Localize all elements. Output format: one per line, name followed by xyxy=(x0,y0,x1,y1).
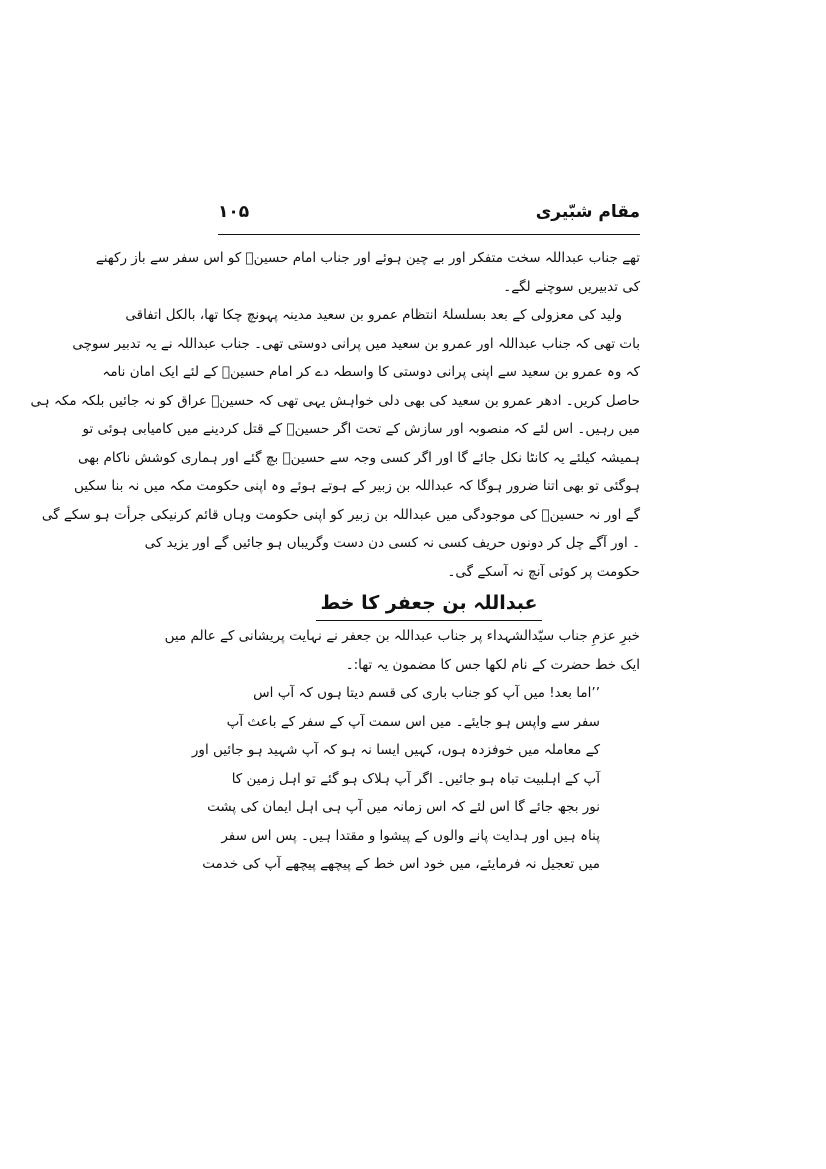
page-header xyxy=(218,200,640,230)
quote-line: پناہ ہیں اور ہدایت پانے والوں کے پیشوا و مقتدا ہیں۔ پس اس سفر xyxy=(221,827,600,844)
text-line: تھے جناب عبداللہ سخت متفکر اور بے چین ہوئے اور جناب امام حسینؑ کو اس سفر سے باز رکھنے xyxy=(95,250,640,266)
text-line: ۔ اور آگے چل کر دونوں حریف کسی نہ کسی دن دست وگریباں ہو جائیں گے اور یزید کی xyxy=(144,535,640,551)
quote-line: آپ کے اہلبیت تباہ ہو جائیں۔ اگر آپ ہلاک ہو گئے تو اہل زمین کا xyxy=(231,770,600,787)
text-line: ولید کی معزولی کے بعد بسلسلۂ انتظام عمرو بن سعید مدینہ پہونچ چکا تھا، بالکل اتفاقی xyxy=(125,307,622,323)
text-line: بات تھی کہ جناب عبداللہ اور عمرو بن سعید میں پرانی دوستی تھی۔ جناب عبداللہ نے یہ تدبیر سوچی xyxy=(72,335,640,352)
text-line: خبرِ عزمِ جناب سیّدالشہداء پر جناب عبداللہ بن جعفر نے نہایت پریشانی کے عالم میں xyxy=(164,628,640,644)
body-text xyxy=(30,244,640,879)
text-line: کہ وہ عمرو بن سعید سے اپنی پرانی دوستی کا واسطہ دے کر امام حسینؑ کے لئے ایک امان نامہ xyxy=(102,364,640,380)
text-line: ہمیشہ کیلئے یہ کانٹا نکل جائے گا اور اگر کسی وجہ سے حسینؑ بچ گئے اور ہماری کوشش ناکام بھی xyxy=(78,449,640,466)
text-line: حاصل کریں۔ ادھر عمرو بن سعید کی بھی دلی خواہش یہی تھی کہ حسینؑ عراق کو نہ جائیں بلکہ مکہ ہی xyxy=(30,392,640,409)
page-number: ۱۰۵ xyxy=(218,202,250,222)
text-line: ہوگئی تو بھی اتنا ضرور ہوگا کہ عبداللہ بن زبیر کے ہوتے ہوئے وہ اپنی حکومت مکہ میں نہ بنا سکیں xyxy=(74,478,640,494)
text-line: حکومت پر کوئی آنچ نہ آسکے گی۔ xyxy=(447,563,640,580)
text-line: میں رہیں۔ اس لئے کہ منصوبہ اور سازش کے تحت اگر حسینؑ کے قتل کردینے میں کامیابی ہوئی تو xyxy=(82,421,640,437)
header-rule xyxy=(218,234,640,235)
text-line: ایک خط حضرت کے نام لکھا جس کا مضمون یہ تھا:۔ xyxy=(345,656,640,673)
quote-line: کے معاملہ میں خوفزدہ ہوں، کہیں ایسا نہ ہو کہ آپ شہید ہو جائیں اور xyxy=(191,742,600,758)
quoted-letter xyxy=(191,679,640,879)
quote-line: نور بجھ جائے گا اس لئے کہ اس زمانہ میں آپ ہی اہل ایمان کی پشت xyxy=(207,799,600,815)
text-line: کی تدبیریں سوچنے لگے۔ xyxy=(503,278,640,295)
section-heading-text: عبداللہ بن جعفر کا خط xyxy=(316,586,541,621)
text-line: گے اور نہ حسینؑ کی موجودگی میں عبداللہ بن زبیر کو اپنی حکومت وہاں قائم کرنیکی جرأت ہو سکے گی xyxy=(41,506,640,523)
quote-line: سفر سے واپس ہو جایئے۔ میں اس سمت آپ کے سفر کے باعث آپ xyxy=(226,713,600,730)
section-heading xyxy=(218,586,640,622)
running-title: مقام شبّیری xyxy=(535,202,640,222)
quote-line: میں تعجیل نہ فرمایئے، میں خود اس خط کے پیچھے پیچھے آپ کی خدمت xyxy=(202,856,600,872)
quote-line: ’’اما بعد! میں آپ کو جناب باری کی قسم دیتا ہوں کہ آپ اس xyxy=(253,685,600,701)
